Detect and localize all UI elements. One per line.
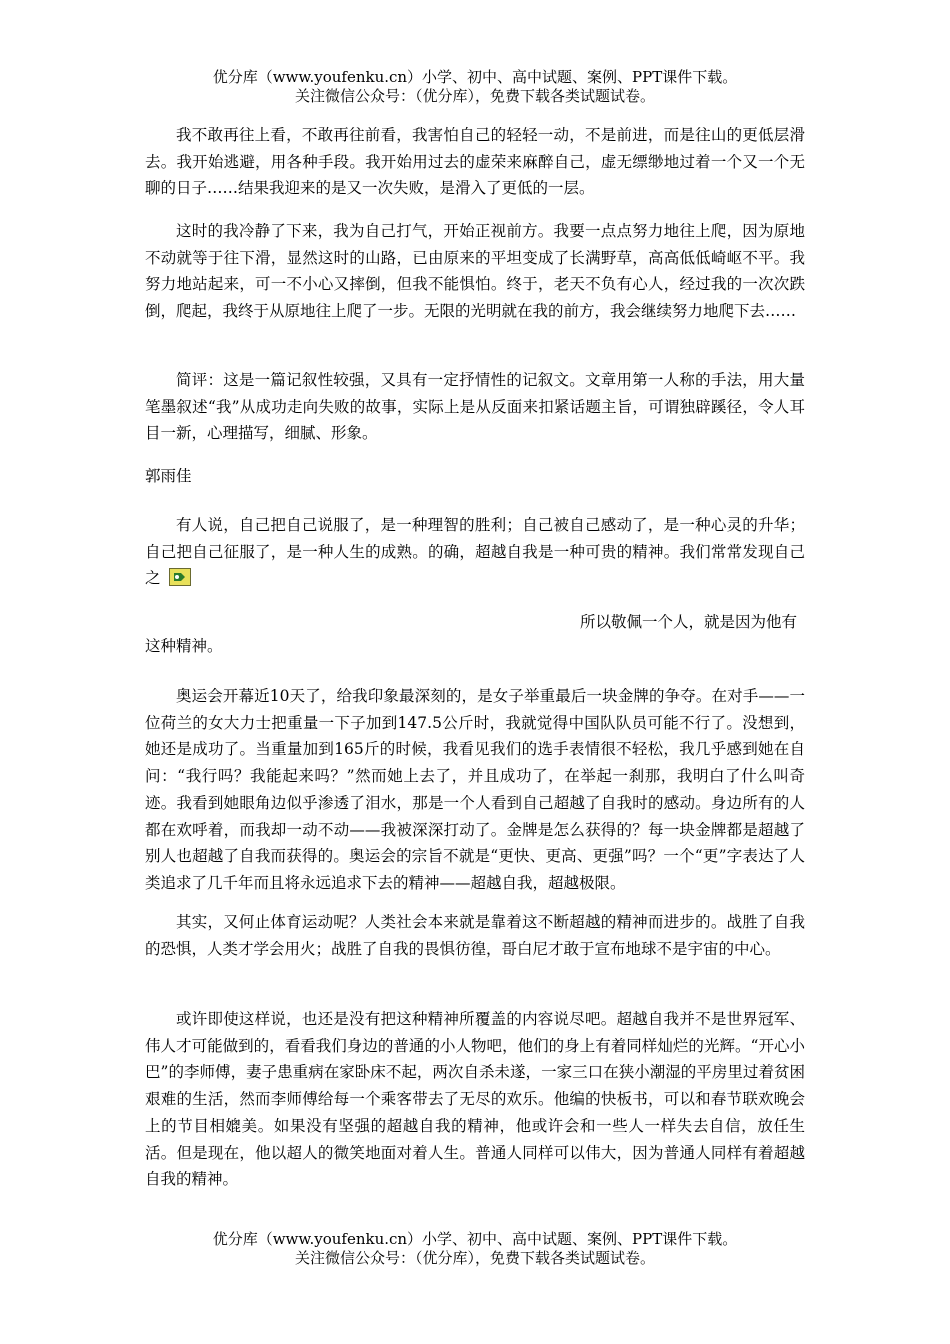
header-line-2: 关注微信公众号：（优分库），免费下载各类试题试卷。 <box>294 87 655 105</box>
paragraph-6: 奥运会开幕近10天了，给我印象最深刻的，是女子举重最后一块金牌的争夺。在对手——一位荷兰的女大力士把重量一下子加到147.5公斤时，我就觉得中国队队员可能不行了。没想到，她还是成功了。当重量加到165斤的时候，我看见我们的选手表情很不轻松，我几乎感到她在自问：“我行吗？我能起来吗？”然而她上去了，并且成功了，在举起一刹那，我明白了什么叫奇迹。我看到她眼角边似乎渗透了泪水，那是一个人看到自己超越了自我时的感动。身边所有的人都在欢呼着，而我却一动不动——我被深深打动了。金牌是怎么获得的？每一块金牌都是超越了别人也超越了自我而获得的。奥运会的宗旨不就是“更快、更高、更强”吗？一个“更”字表达了人类追求了几千年而且将永远追求下去的精神——超越自我，超越极限。 <box>145 687 805 892</box>
footer-line-2: 关注微信公众号：（优分库），免费下载各类试题试卷。 <box>294 1249 655 1267</box>
paragraph-5-continued: 这种精神。 <box>145 637 223 655</box>
header-line-1: 优分库（www.youfenku.cn）小学、初中、高中试题、案例、PPT课件下载。 <box>212 68 738 86</box>
author-name: 郭雨佳 <box>145 467 192 485</box>
paragraph-1: 我不敢再往上看，不敢再往前看，我害怕自己的轻轻一动，不是前进，而是往山的更低层滑去。我开始逃避，用各种手段。我开始用过去的虚荣来麻醉自己，虚无缥缈地过着一个又一个无聊的日子……结果我迎来的是又一次失败，是滑入了更低的一层。 <box>145 126 805 198</box>
paragraph-5-right: 所以敬佩一个人，就是因为他有 <box>579 613 797 631</box>
image-placeholder-icon <box>169 568 191 586</box>
paragraph-2: 这时的我冷静了下来，我为自己打气，开始正视前方。我要一点点努力地往上爬，因为原地不动就等于往下滑，显然这时的山路，已由原来的平坦变成了长满野草，高高低低崎岖不平。我努力地站起来，可一不小心又摔倒，但我不能惧怕。终于，老天不负有心人，经过我的一次次跌倒，爬起，我终于从原地往上爬了一步。无限的光明就在我的前方，我会继续努力地爬下去…… <box>145 222 805 321</box>
paragraph-8: 或许即使这样说，也还是没有把这种精神所覆盖的内容说尽吧。超越自我并不是世界冠军、伟人才可能做到的，看看我们身边的普通的小人物吧，他们的身上有着同样灿烂的光辉。“开心小巴”的李师傅，妻子患重病在家卧床不起，两次自杀未遂，一家三口在狭小潮湿的平房里过着贫困艰难的生活，然而李师傅给每一个乘客带去了无尽的欢乐。他编的快板书，可以和春节联欢晚会上的节目相媲美。如果没有坚强的超越自我的精神，他或许会和一些人一样失去自信，放任生活。但是现在，他以超人的微笑地面对着人生。普通人同样可以伟大，因为普通人同样有着超越自我的精神。 <box>145 1010 805 1189</box>
paragraph-review: 简评：这是一篇记叙性较强，又具有一定抒情性的记叙文。文章用第一人称的手法，用大量笔墨叙述“我”从成功走向失败的故事，实际上是从反面来扣紧话题主旨，可谓独辟蹊径，令人耳目一新，心理描写，细腻、形象。 <box>145 371 805 443</box>
paragraph-4-text: 有人说，自己把自己说服了，是一种理智的胜利；自己被自己感动了，是一种心灵的升华；自己把自己征服了，是一种人生的成熟。的确，超越自我是一种可贵的精神。我们常常发现自己之 <box>145 516 805 588</box>
footer-line-1: 优分库（www.youfenku.cn）小学、初中、高中试题、案例、PPT课件下载。 <box>212 1230 738 1248</box>
page-footer <box>0 1230 950 1268</box>
paragraph-4 <box>145 512 805 592</box>
paragraph-7: 其实，又何止体育运动呢？人类社会本来就是靠着这不断超越的精神而进步的。战胜了自我的恐惧，人类才学会用火；战胜了自我的畏惧彷徨，哥白尼才敢于宣布地球不是宇宙的中心。 <box>145 913 805 958</box>
page-header <box>0 68 950 106</box>
